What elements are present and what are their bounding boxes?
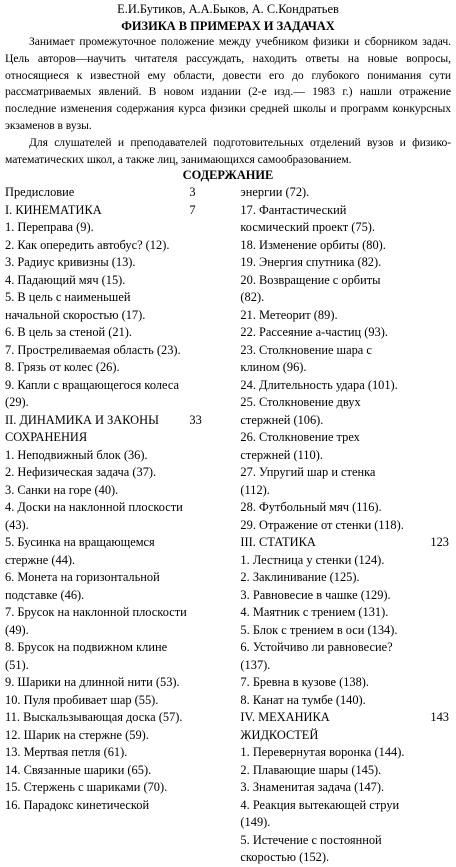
contents-entry: [240, 324, 451, 342]
contents-heading: СОДЕРЖАНИЕ: [182, 168, 274, 183]
contents-entry: [240, 517, 451, 535]
contents-entry-title: 7. Бревна в кузове (138).: [240, 675, 370, 690]
contents-entry: [5, 569, 237, 604]
contents-entry: [5, 464, 237, 482]
contents-entry: [5, 237, 237, 255]
contents-entry: [5, 762, 237, 780]
contents-entry: [240, 692, 451, 710]
contents-entry-title: II. ДИНАМИКА И ЗАКОНЫ СОХРАНЕНИЯ: [5, 412, 159, 445]
contents-entry-title: 19. Энергия спутника (82).: [240, 255, 382, 270]
contents-entry-title: 27. Упругий шар и стенка (112).: [240, 465, 376, 497]
contents-entry-title: 12. Шарик на стержне (59).: [5, 727, 149, 742]
contents-columns: [5, 184, 451, 867]
contents-entry: [240, 832, 451, 867]
contents-right-column: [237, 184, 451, 867]
contents-entry-title: 8. Брусок на подвижном клине (51).: [5, 640, 168, 672]
contents-entry: [240, 587, 451, 605]
contents-entry-title: III. СТАТИКА: [240, 535, 316, 550]
contents-entry: [240, 674, 451, 692]
contents-entry-title: IV. МЕХАНИКА ЖИДКОСТЕЙ: [240, 710, 330, 742]
contents-entry-page: 33: [189, 412, 202, 427]
contents-entry-page: 3: [189, 185, 196, 200]
contents-entry: [5, 324, 237, 342]
contents-entry-title: 15. Стержень с шариками (70).: [5, 780, 168, 795]
contents-entry-title: 2. Как опередить автобус? (12).: [5, 237, 170, 252]
contents-entry-title: 23. Столкновение шара с клином (96).: [240, 342, 372, 375]
contents-entry: [5, 412, 237, 447]
contents-entry-title: 3. Равновесие в чашке (129).: [240, 587, 391, 602]
contents-entry: [240, 779, 451, 797]
contents-entry-title: 5. Бусинка на вращающемся стержне (44).: [5, 535, 155, 567]
contents-entry-title: 26. Столкновение трех стержней (110).: [240, 430, 360, 462]
contents-entry-page: 123: [430, 535, 449, 550]
contents-entry-title: 6. В цель за стеной (21).: [5, 325, 133, 340]
contents-entry-title: 5. Блок с трением в оси (134).: [240, 622, 398, 637]
contents-entry-title: 28. Футбольный мяч (116).: [240, 500, 382, 515]
contents-entry-title: 29. Отражение от стенки (118).: [240, 517, 404, 532]
contents-entry-title: 18. Изменение орбиты (80).: [240, 237, 386, 252]
contents-entry-title: 24. Длительность удара (101).: [240, 377, 398, 392]
contents-entry: [240, 639, 451, 674]
contents-entry-title: 2. Нефизическая задача (37).: [5, 465, 157, 480]
contents-entry: [240, 307, 451, 325]
contents-entry-title: 2. Плавающие шары (145).: [240, 762, 382, 777]
contents-entry: [5, 709, 237, 727]
contents-entry: [5, 534, 237, 569]
contents-entry: [5, 727, 237, 745]
contents-entry: [5, 447, 237, 465]
contents-entry: [240, 762, 451, 780]
contents-entry: [240, 622, 451, 640]
contents-entry-title: 4. Реакция вытекающей струи (149).: [240, 797, 400, 830]
contents-entry-title: 14. Связанные шарики (65).: [5, 762, 152, 777]
contents-entry: [5, 779, 237, 797]
contents-entry: [240, 604, 451, 622]
contents-entry-page: 7: [189, 202, 196, 217]
contents-entry: [240, 377, 451, 395]
contents-entry-title: 3. Санки на горе (40).: [5, 482, 119, 497]
contents-entry: [5, 359, 237, 377]
contents-entry-title: 10. Пуля пробивает шар (55).: [5, 692, 159, 707]
contents-entry-title: 9. Капли с вращающегося колеса (29).: [5, 377, 179, 410]
contents-entry-title: 5. Истечение с постоянной скоростью (152).: [240, 832, 382, 865]
book-title: ФИЗИКА В ПРИМЕРАХ И ЗАДАЧАХ: [121, 19, 335, 33]
contents-entry-title: 3. Знаменитая задача (147).: [240, 780, 385, 795]
contents-entry: [5, 289, 237, 324]
contents-entry: [240, 709, 451, 744]
description-paragraph: Занимает промежуточное положение между учебником физики и сборником задач. Цель авторов—научить читателя рассуждать, находить ответы на новые вопросы, относящиеся к известной ему области, довести его до глубокого понимания сути рассматриваемых явлений. В новом издании (2-е изд.— 1983 г.) нашли отражение последние изменения содержания курса физики средней школы и программ конкурсных экзаменов в вузы.: [5, 35, 451, 132]
contents-entry-title: 8. Грязь от колес (26).: [5, 360, 120, 375]
contents-entry: [240, 429, 451, 464]
contents-entry-title: 17. Фантастический космический проект (75).: [240, 202, 375, 235]
contents-entry-title: 4. Доски на наклонной плоскости (43).: [5, 500, 183, 532]
contents-entry-title: 5. В цель с наименьшей начальной скоростью (17).: [5, 290, 146, 322]
contents-entry-title: 7. Брусок на наклонной плоскости (49).: [5, 605, 187, 637]
contents-entry-title: 2. Заклинивание (125).: [240, 570, 360, 585]
contents-entry-title: 9. Шарики на длинной нити (53).: [5, 675, 180, 690]
contents-entry: [5, 692, 237, 710]
contents-entry: [5, 639, 237, 674]
contents-entry-title: 1. Переправа (9).: [5, 220, 94, 235]
contents-entry: [5, 482, 237, 500]
contents-entry: [5, 272, 237, 290]
contents-entry-title: 21. Метеорит (89).: [240, 307, 338, 322]
contents-entry: [240, 534, 451, 552]
contents-entry-title: 20. Возвращение с орбиты (82).: [240, 272, 381, 305]
contents-entry: [5, 604, 237, 639]
authors: Е.И.Бутиков, А.А.Быков, А. С.Кондратьев: [117, 2, 339, 16]
contents-left-column: [5, 184, 237, 867]
contents-entry: [240, 342, 451, 377]
contents-entry-title: 16. Парадокс кинетической: [5, 797, 150, 812]
contents-entry: [240, 797, 451, 832]
contents-entry-title: 1. Лестница у стенки (124).: [240, 552, 385, 567]
contents-entry-title: 22. Рассеяние а-частиц (93).: [240, 325, 388, 340]
contents-entry: [240, 237, 451, 255]
contents-entry-title: 8. Канат на тумбе (140).: [240, 692, 366, 707]
contents-entry: [240, 394, 451, 429]
contents-entry-title: 6. Монета на горизонтальной подставке (46).: [5, 570, 160, 602]
contents-entry: [5, 254, 237, 272]
contents-entry: [5, 797, 237, 815]
contents-entry: [240, 499, 451, 517]
contents-entry-page: 143: [430, 710, 449, 725]
contents-entry-title: 1. Перевернутая воронка (144).: [240, 745, 405, 760]
contents-entry-title: 3. Радиус кривизны (13).: [5, 255, 136, 270]
contents-entry: [240, 254, 451, 272]
contents-entry: [5, 219, 237, 237]
contents-entry-title: 4. Падающий мяч (15).: [5, 272, 126, 287]
contents-entry: [5, 744, 237, 762]
contents-entry: [240, 272, 451, 307]
contents-entry-title: 6. Устойчиво ли равновесие? (137).: [240, 640, 393, 672]
contents-entry: [240, 744, 451, 762]
contents-entry: [5, 499, 237, 534]
contents-entry: [240, 464, 451, 499]
contents-entry: [240, 552, 451, 570]
contents-entry-title: 11. Выскальзывающая доска (57).: [5, 710, 183, 725]
contents-entry-title: 13. Мертвая петля (61).: [5, 745, 128, 760]
audience-paragraph: Для слушателей и преподавателей подготовительных отделений вузов и физико-математических школ, а также лиц, занимающихся самообразованием.: [5, 135, 451, 166]
contents-entry: [5, 674, 237, 692]
contents-entry: [5, 342, 237, 360]
contents-entry-title: 1. Неподвижный блок (36).: [5, 447, 148, 462]
contents-entry: [240, 202, 451, 237]
contents-entry: [240, 184, 451, 202]
contents-entry-title: 25. Столкновение двух стержней (106).: [240, 395, 361, 427]
contents-entry-title: 7. Простреливаемая область (23).: [5, 342, 181, 357]
contents-entry: [5, 377, 237, 412]
contents-entry: [240, 569, 451, 587]
contents-entry: [5, 202, 237, 220]
contents-entry-title: энергии (72).: [240, 185, 310, 200]
contents-entry-title: 4. Маятник с трением (131).: [240, 605, 389, 620]
contents-entry-title: Предисловие: [5, 185, 75, 200]
contents-entry-title: I. КИНЕМАТИКА: [5, 202, 102, 217]
contents-entry: [5, 184, 237, 202]
